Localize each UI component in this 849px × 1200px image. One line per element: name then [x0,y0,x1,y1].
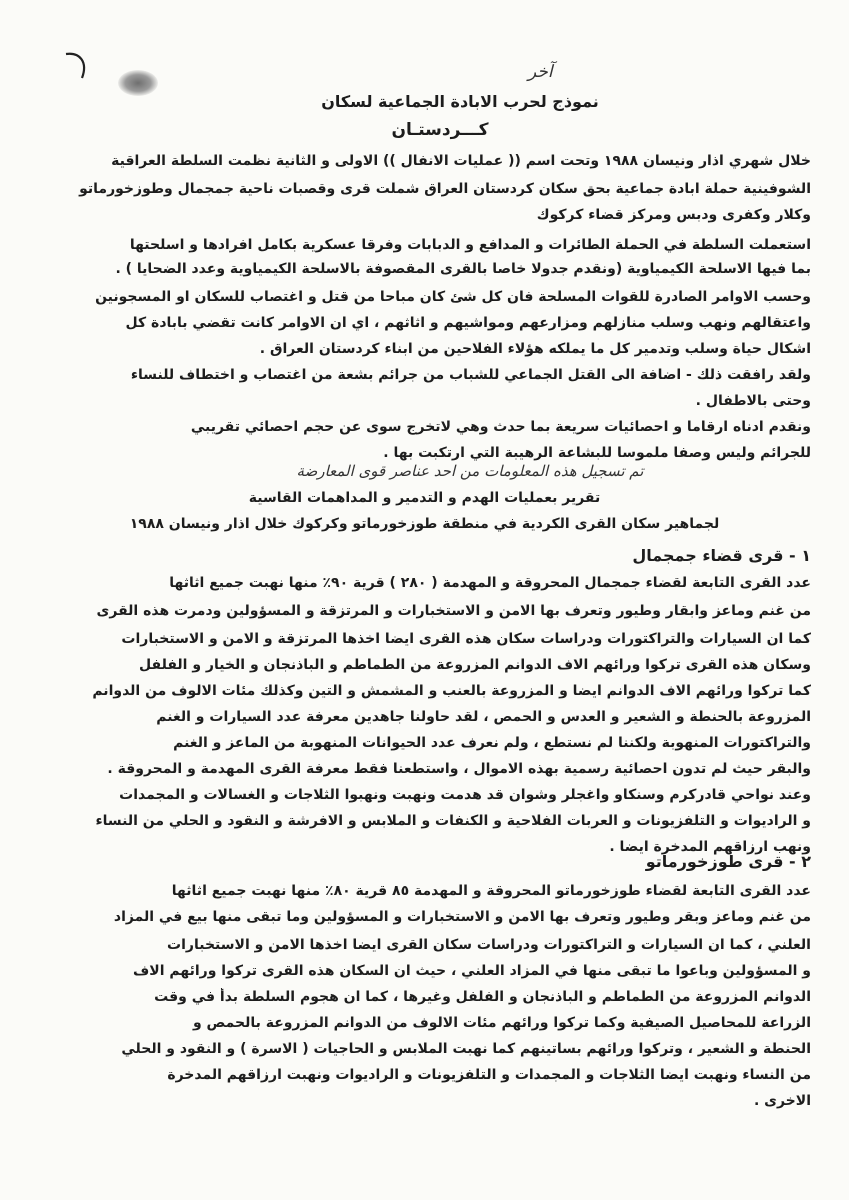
section-line: العلني ، كما ان السيارات و التراكتورات ودراسات سكان القرى ايضا اخذها الامن و الاستخبارات [167,937,811,953]
intro-line: وحسب الاوامر الصادرة للقوات المسلحة فان كل شئ كان مباحا من قتل و اغتصاب للسكان او المسجونين [95,289,811,305]
intro-line: استعملت السلطة في الحملة الطائرات و المدافع و الدبابات وفرقا عسكرية بكامل افرادها و اسلحتها [129,237,811,253]
section-heading-jamjamal: ١ - قرى قضاء جمجمال [632,546,811,565]
section-line: ونهب ارزاقهم المدخرة ايضا . [609,839,811,855]
section-line: كما ان السيارات والتراكتورات ودراسات سكان هذه القرى ايضا اخذها المرتزقة و الامن و الاستخبارات [121,631,811,647]
section-line: عدد القرى التابعة لقضاء جمجمال المحروقة و المهدمة ( ٢٨٠ ) قرية ٩٠٪ منها نهبت جميع اثاثها [169,575,811,591]
section-line: و المسؤولين وباعوا ما تبقى منها في المزاد العلني ، حيث ان السكان هذه القرى تركوا ورائهم الاف [133,963,811,979]
section-line: من غنم وماعز وبقر وطيور وتعرف بها الامن و الاستخبارات و المسؤولين وما تبقى منها بيع في المزاد [113,909,811,925]
section-line: كما تركوا ورائهم الاف الدوانم ايضا و المزروعة بالعنب و المشمش و التين وكذلك مئات الالوف من الدوانم [92,683,811,699]
section-line: من غنم وماعز وابقار وطيور وتعرف بها الامن و الاستخبارات و المرتزقة و المسؤولين ودمرت هذه القرى [96,603,811,619]
section-line: الدوانم المزروعة من الطماطم و الباذنجان و الفلفل وغيرها ، كما ان هجوم السلطة بدأ في وقت [154,989,811,1005]
scan-smudge [118,70,158,96]
handwritten-source-note: تم تسجيل هذه المعلومات من احد عناصر قوى المعارضة [296,462,644,480]
intro-line: اشكال حياة وسلب وتدمير كل ما يملكه هؤلاء الفلاحين من ابناء كردستان العراق . [259,341,811,357]
intro-line: الشوفينية حملة ابادة جماعية بحق سكان كردستان العراق شملت قرى وقصبات ناحية جمجمال وطوزخورماتو [79,181,811,197]
report-title: تقرير بعمليات الهدم و التدمير و المداهمات القاسية [248,490,601,506]
section-line: الزراعة للمحاصيل الصيفية وكما تركوا ورائهم مئات الالوف من الدوانم المزروعة بالحمص و [192,1015,811,1031]
section-line: عدد القرى التابعة لقضاء طوزخورماتو المحروقة و المهدمة ٨٥ قرية ٨٠٪ منها نهبت جميع اثاثها [171,883,811,899]
intro-line: وحتى بالاطفال . [695,393,811,409]
section-line: من النساء ونهبت ايضا الثلاجات و المجمدات و التلفزيونات و الراديوات ونهبت ارزاقهم المدخرة [167,1067,811,1083]
section-line: الاخرى . [753,1093,811,1109]
section-line: وعند نواحي قادركرم وسنكاو واغجلر وشوان قد هدمت ونهبت ونهبوا الثلاجات و الغسالات و المجمدات [119,787,811,803]
section-line: المزروعة بالحنطة و الشعير و العدس و الحمص ، لقد حاولنا جاهدين معرفة عدد السيارات و الغنم [156,709,811,725]
section-line: و الراديوات و التلفزيونات و العربات الفلاحية و الكنفات و الملابس و الافرشة و النقود و الحلي من النساء [95,813,811,829]
intro-line: خلال شهري اذار ونيسان ١٩٨٨ وتحت اسم (( عمليات الانفال )) الاولى و الثانية نظمت السلطة العراقية [111,153,811,169]
report-subtitle: لجماهير سكان القرى الكردية في منطقة طوزخورماتو وكركوك خلال اذار ونيسان ١٩٨٨ [129,516,720,532]
intro-line: وكلار وكفرى ودبس ومركز قضاء كركوك [536,207,811,223]
intro-line: ولقد رافقت ذلك - اضافة الى القتل الجماعي للشباب من جرائم بشعة من اغتصاب و اختطاف للنساء [130,367,811,383]
section-line: والتراكتورات المنهوبة ولكننا لم نستطع ، ولم نعرف عدد الحيوانات المنهوبة من الماعز و الغنم [173,735,811,751]
section-heading-tuzkhurmatu: ٢ - قرى طوزخورماتو [645,852,811,871]
intro-line: واعتقالهم ونهب وسلب منازلهم ومزارعهم ومواشيهم و اثاثهم ، اي ان الاوامر كانت تقضي بابادة كل [125,315,811,331]
document-title-region: كـــردستـان [391,120,489,140]
section-line: والبقر حيث لم تدون احصائية رسمية بهذه الاموال ، واستطعنا فقط معرفة القرى المهدمة و المحروقة . [107,761,811,777]
pen-stroke-mark [58,48,108,88]
section-line: وسكان هذه القرى تركوا ورائهم الاف الدوانم المزروعة من الطماطم و الباذنجان و الخيار و الفلفل [139,657,811,673]
section-line: الحنطة و الشعير ، وتركوا ورائهم بساتينهم كما نهبت الملابس و الحاجيات ( الاسرة ) و النقود و الحلي [121,1041,811,1057]
intro-line: للجرائم وليس وصفا ملموسا للبشاعة الرهيبة التي ارتكبت بها . [383,445,811,461]
intro-line: بما فيها الاسلحة الكيمياوية (ونقدم جدولا خاصا بالقرى المقصوفة بالاسلحة الكيمياوية وعدد الضحايا ) . [115,261,811,277]
document-title: نموذج لحرب الابادة الجماعية لسكان [321,92,599,111]
intro-line: ونقدم ادناه ارقاما و احصائيات سريعة بما حدث وهي لاتخرج سوى عن حجم احصائي تقريبي [190,419,811,435]
handwritten-note: آخر [528,62,553,82]
